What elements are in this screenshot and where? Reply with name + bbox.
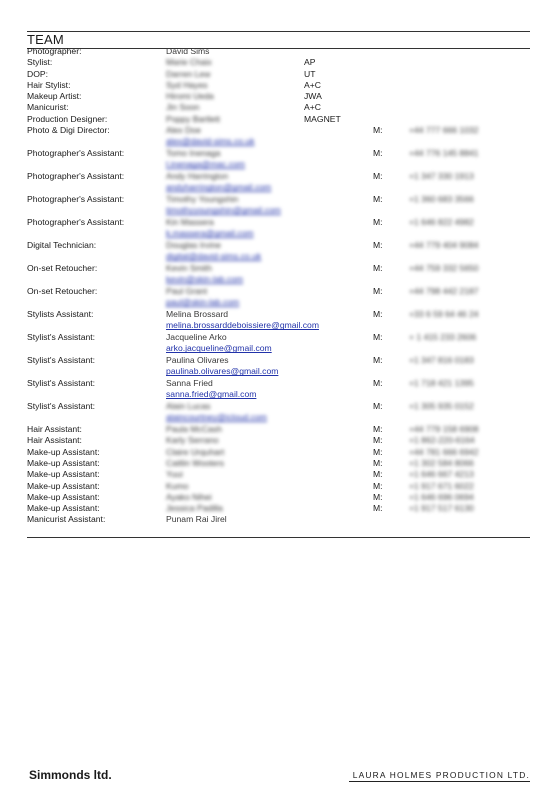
phone-number: +1 646 696 0694	[409, 491, 474, 502]
team-row	[27, 401, 530, 424]
role-label: Make-up Assistant:	[27, 491, 100, 502]
person-name: Poppy Bartlett	[166, 113, 220, 124]
phone-number: +1 646 822 4982	[409, 217, 474, 228]
team-row	[27, 481, 530, 492]
phone-number: +44 759 332 5650	[409, 263, 479, 274]
team-row	[27, 46, 530, 57]
role-label: Makeup Artist:	[27, 91, 82, 102]
mobile-label: M:	[373, 503, 383, 514]
agency-label: MAGNET	[304, 113, 341, 124]
email-link[interactable]: t.inenaga@mac.com	[166, 159, 245, 170]
mobile-label: M:	[373, 435, 383, 446]
person-name: Marie Chaix	[166, 57, 212, 68]
role-label: Digital Technician:	[27, 240, 97, 251]
mobile-label: M:	[373, 125, 383, 136]
person-name: Kevin Smith	[166, 263, 212, 274]
person-name: Paul Grant	[166, 286, 208, 297]
team-row	[27, 355, 530, 378]
person-name: Paula McCash	[166, 424, 222, 435]
team-row	[27, 378, 530, 401]
team-row	[27, 125, 530, 148]
agency-label: A+C	[304, 102, 321, 113]
mobile-label: M:	[373, 309, 383, 320]
team-row	[27, 194, 530, 217]
role-label: Production Designer:	[27, 113, 108, 124]
email-link[interactable]: paulinab.olivares@gmail.com	[166, 366, 279, 377]
person-name: Caitlin Wooters	[166, 457, 225, 468]
role-label: Hair Assistant:	[27, 424, 82, 435]
phone-number: +1 347 816 0183	[409, 355, 474, 366]
agency-label: AP	[304, 57, 316, 68]
role-label: Stylists Assistant:	[27, 309, 94, 320]
team-row	[27, 217, 530, 240]
divider	[349, 781, 530, 782]
role-label: Make-up Assistant:	[27, 446, 100, 457]
person-name: Jessica Padilla	[166, 503, 223, 514]
role-label: Stylist:	[27, 57, 53, 68]
mobile-label: M:	[373, 469, 383, 480]
team-row	[27, 514, 530, 525]
email-link[interactable]: alex@david-sims.co.uk	[166, 136, 255, 147]
team-row	[27, 424, 530, 435]
mobile-label: M:	[373, 332, 383, 343]
person-name: Yuui	[166, 469, 183, 480]
role-label: Stylist's Assistant:	[27, 401, 96, 412]
person-name: Kumo	[166, 480, 189, 491]
mobile-label: M:	[373, 401, 383, 412]
team-row	[27, 80, 530, 91]
email-link[interactable]: alaincourtney@icloud.com	[166, 412, 267, 423]
team-row	[27, 57, 530, 68]
team-row	[27, 240, 530, 263]
email-link[interactable]: melina.brossarddeboissiere@gmail.com	[166, 320, 319, 331]
role-label: Make-up Assistant:	[27, 503, 100, 514]
mobile-label: M:	[373, 148, 383, 159]
role-label: Photo & Digi Director:	[27, 125, 110, 136]
role-label: Stylist's Assistant:	[27, 378, 96, 389]
footer-company-right: LAURA HOLMES PRODUCTION LTD.	[352, 770, 530, 780]
team-list	[27, 46, 530, 526]
role-label: Stylist's Assistant:	[27, 355, 96, 366]
team-row	[27, 332, 530, 355]
role-label: Photographer's Assistant:	[27, 194, 125, 205]
role-label: Make-up Assistant:	[27, 469, 100, 480]
person-name: Claire Urquhart	[166, 446, 225, 457]
team-row	[27, 458, 530, 469]
email-link[interactable]: andyharrington@gmail.com	[166, 182, 272, 193]
phone-number: +44 777 666 1032	[409, 125, 479, 136]
mobile-label: M:	[373, 286, 383, 297]
mobile-label: M:	[373, 446, 383, 457]
mobile-label: M:	[373, 457, 383, 468]
phone-number: +1 917 671 6022	[409, 480, 474, 491]
team-row	[27, 447, 530, 458]
email-link[interactable]: arko.jacqueline@gmail.com	[166, 343, 272, 354]
section-title: TEAM	[27, 32, 64, 47]
person-name: Darren Lew	[166, 68, 211, 79]
phone-number: +1 718 421 1395	[409, 378, 474, 389]
mobile-label: M:	[373, 171, 383, 182]
email-link[interactable]: paul@skin-lab.com	[166, 297, 240, 308]
mobile-label: M:	[373, 355, 383, 366]
person-name: Punam Rai Jirel	[166, 514, 227, 525]
team-row	[27, 492, 530, 503]
agency-label: JWA	[304, 91, 322, 102]
team-row	[27, 114, 530, 125]
phone-number: +44 779 158 6908	[409, 424, 479, 435]
team-row	[27, 91, 530, 102]
person-name: Syd Hayes	[166, 79, 208, 90]
mobile-label: M:	[373, 263, 383, 274]
role-label: Photographer's Assistant:	[27, 217, 125, 228]
person-name: Jin Soon	[166, 102, 200, 113]
role-label: DOP:	[27, 68, 49, 79]
person-name: Jacqueline Arko	[166, 332, 227, 343]
phone-number: +1 305 935 0152	[409, 401, 474, 412]
phone-number: +1 347 330 1913	[409, 171, 474, 182]
team-row	[27, 469, 530, 480]
team-row	[27, 102, 530, 113]
person-name: Sanna Fried	[166, 378, 213, 389]
team-row	[27, 69, 530, 80]
person-name: David Sims	[166, 46, 210, 56]
phone-number: +1 302 584 8066	[409, 457, 474, 468]
email-link[interactable]: timothyyoungshin@gmail.com	[166, 205, 281, 216]
role-label: Stylist's Assistant:	[27, 332, 96, 343]
team-row	[27, 171, 530, 194]
team-row	[27, 503, 530, 514]
person-name: Alain Lucas	[166, 401, 211, 412]
phone-number: +44 798 442 2187	[409, 286, 479, 297]
footer-company-left: Simmonds ltd.	[29, 768, 112, 782]
role-label: Make-up Assistant:	[27, 480, 100, 491]
role-label: Make-up Assistant:	[27, 457, 100, 468]
phone-number: +1 917 517 6130	[409, 503, 474, 514]
mobile-label: M:	[373, 194, 383, 205]
phone-number: +1 360 683 3566	[409, 194, 474, 205]
person-name: Karly Serrano	[166, 435, 219, 446]
mobile-label: M:	[373, 424, 383, 435]
person-name: Melina Brossard	[166, 309, 229, 320]
team-row	[27, 148, 530, 171]
agency-label: UT	[304, 68, 316, 79]
role-label: Photographer's Assistant:	[27, 171, 125, 182]
phone-number: +33 6 59 64 46 24	[409, 309, 479, 320]
role-label: Hair Assistant:	[27, 435, 82, 446]
agency-label: A+C	[304, 79, 321, 90]
role-label: On-set Retoucher:	[27, 263, 98, 274]
person-name: Ayako Nihei	[166, 491, 212, 502]
phone-number: +44 776 145 8841	[409, 148, 479, 159]
email-link[interactable]: digital@david-sims.co.uk	[166, 251, 262, 262]
role-label: Manicurist:	[27, 102, 69, 113]
team-row	[27, 435, 530, 446]
mobile-label: M:	[373, 378, 383, 389]
phone-number: +1 646 667 4213	[409, 469, 474, 480]
person-name: Hiromi Ueda	[166, 91, 214, 102]
phone-number: + 1 415 233 2606	[409, 332, 477, 343]
mobile-label: M:	[373, 240, 383, 251]
mobile-label: M:	[373, 217, 383, 228]
email-link[interactable]: k.massera@gmail.com	[166, 228, 254, 239]
person-name: Tomo Inenaga	[166, 148, 221, 159]
role-label: Manicurist Assistant:	[27, 514, 106, 525]
person-name: Timothy Youngshin	[166, 194, 239, 205]
email-link[interactable]: kevin@skin-lab.com	[166, 274, 244, 285]
team-row	[27, 263, 530, 286]
role-label: On-set Retoucher:	[27, 286, 98, 297]
team-row	[27, 309, 530, 332]
person-name: Paulina Olivares	[166, 355, 229, 366]
phone-number: +44 779 404 9084	[409, 240, 479, 251]
role-label: Photographer:	[27, 46, 82, 56]
divider	[27, 537, 530, 538]
mobile-label: M:	[373, 480, 383, 491]
person-name: Douglas Irvine	[166, 240, 221, 251]
phone-number: +1 862-220-6164	[409, 435, 475, 446]
person-name: Andy Harrington	[166, 171, 229, 182]
email-link[interactable]: sanna.fried@gmail.com	[166, 389, 257, 400]
role-label: Photographer's Assistant:	[27, 148, 125, 159]
role-label: Hair Stylist:	[27, 79, 71, 90]
team-row	[27, 286, 530, 309]
mobile-label: M:	[373, 491, 383, 502]
person-name: Alex Doe	[166, 125, 201, 136]
person-name: Kin Massera	[166, 217, 214, 228]
phone-number: +44 781 666 6942	[409, 446, 479, 457]
